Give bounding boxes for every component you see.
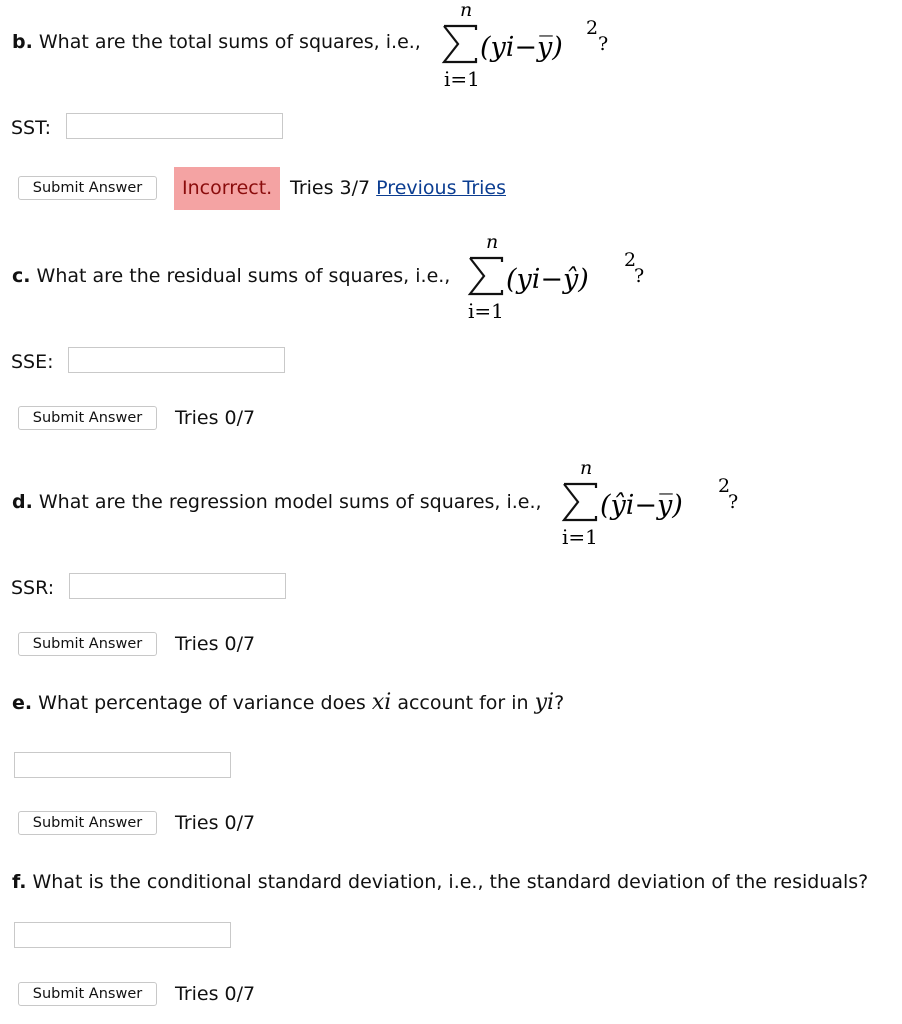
sum-upper-limit: n [486,232,499,253]
percentage-input[interactable] [14,752,231,778]
formula-sst [436,0,636,92]
sum-upper-limit: n [580,458,593,479]
formula-end: ? [598,33,609,55]
formula-end: ? [728,491,739,513]
formula-exponent: 2 [718,475,731,497]
incorrect-badge: Incorrect. [174,167,280,210]
formula-expression: (ŷi−y̅) [600,490,683,521]
tries-b-row [290,176,506,200]
sum-lower-limit: i=1 [562,525,598,549]
sum-lower-limit: i=1 [468,299,504,323]
sse-label: SSE: [11,351,54,373]
sum-upper-limit: n [460,0,473,21]
question-b-text: b. What are the total sums of squares, i.e., [12,31,421,53]
std-dev-input[interactable] [14,922,231,948]
submit-answer-f-button[interactable]: Submit Answer [18,982,157,1006]
submit-answer-c-button[interactable]: Submit Answer [18,406,157,430]
sst-label: SST: [11,117,52,139]
ssr-input[interactable] [69,573,286,599]
summation-icon [470,258,502,294]
summation-icon [564,484,596,520]
question-e-text: e. What percentage of variance does xi account for in yi? [12,690,565,715]
sse-input[interactable] [68,347,285,373]
tries-f: Tries 0/7 [175,983,256,1005]
tries-e: Tries 0/7 [175,812,256,834]
formula-exponent: 2 [624,249,637,271]
tries-c: Tries 0/7 [175,407,256,429]
tries-d: Tries 0/7 [175,633,256,655]
formula-sse [462,232,662,324]
var-y: yi [534,690,555,715]
formula-exponent: 2 [586,17,599,39]
formula-ssr [556,458,756,550]
sum-lower-limit: i=1 [444,67,480,91]
ssr-label: SSR: [11,577,55,599]
formula-expression: (yi−y̅) [480,32,563,63]
question-d-text: d. What are the regression model sums of squares, i.e., [12,491,542,513]
sst-input[interactable] [66,113,283,139]
formula-expression: (yi−ŷ) [506,264,589,295]
submit-answer-b-button[interactable]: Submit Answer [18,176,157,200]
summation-icon [444,26,476,62]
question-c-text: c. What are the residual sums of squares, i.e., [12,265,451,287]
var-x: xi [371,690,392,715]
submit-answer-e-button[interactable]: Submit Answer [18,811,157,835]
submit-answer-d-button[interactable]: Submit Answer [18,632,157,656]
previous-tries-link[interactable]: Previous Tries [376,177,506,199]
tries-b: Tries 3/7 [290,177,371,199]
formula-end: ? [634,265,645,287]
question-f-text: f. What is the conditional standard deviation, i.e., the standard deviation of the residuals? [12,871,869,893]
